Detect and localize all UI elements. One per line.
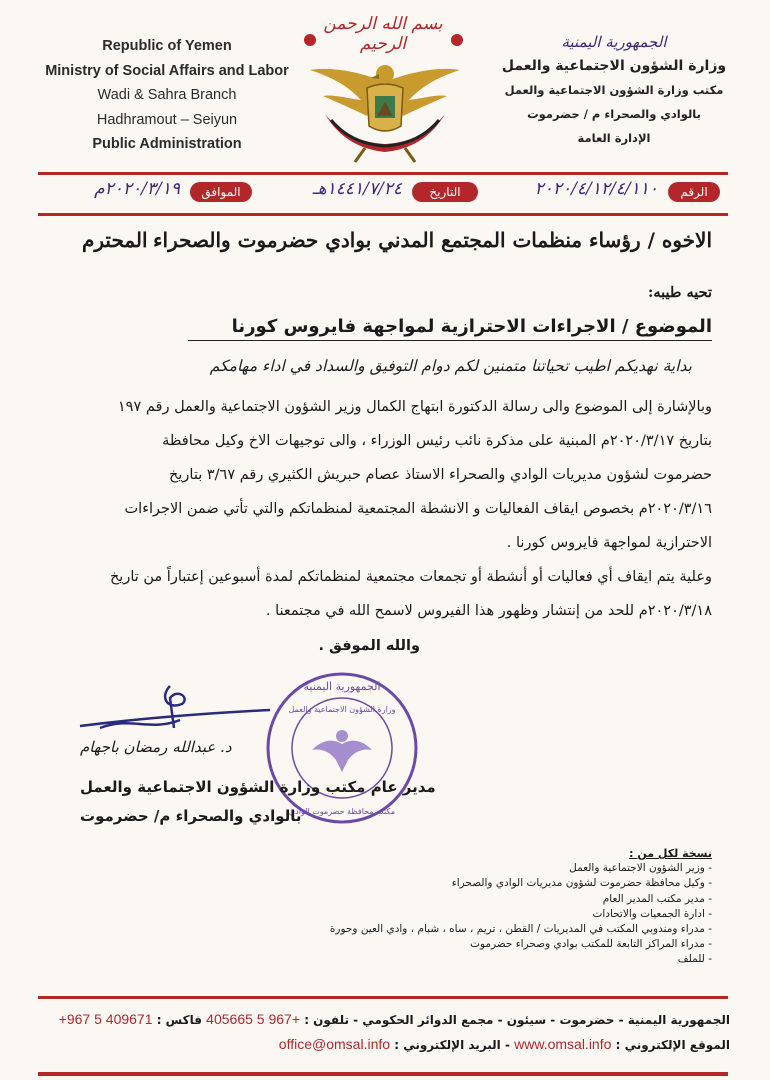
stamp-text-bottom: مكتب محافظة حضرموت الوادي [288, 807, 396, 816]
en-department: Public Administration [92, 136, 242, 152]
cc-item: - مدراء المراكز التابعة للمكتب بوادي وصحراء حضرموت [470, 938, 712, 951]
footer-contact-line [59, 1011, 730, 1027]
subject-line: الموضوع / الاجراءات الاحترازية لمواجهة فايروس كورنا [231, 316, 712, 337]
en-ministry: Ministry of Social Affairs and Labor [45, 62, 289, 79]
stamp-text-inner: وزارة الشؤون الاجتماعية والعمل [288, 705, 396, 714]
cc-item: - وكيل محافظة حضرموت لشؤون مديريات الوادي والصحراء [451, 877, 712, 890]
reference-bar [38, 172, 728, 216]
corresponding-label: الموافق [190, 182, 252, 202]
ar-country: الجمهورية اليمنية [561, 33, 667, 51]
number-value: ٢٠٢٠/٤/١٢/٤/١١٠ [534, 179, 658, 199]
cc-heading: نسخة لكل من : [629, 847, 712, 860]
signatory-title: مدير عام مكتب وزارة الشؤون الاجتماعية والعمل [80, 778, 436, 796]
para1-line3: حضرموت لشؤون مديريات الوادي والصحراء الاستاذ عصام حبريش الكثيري رقم ٣/٦٧ بتاريخ [169, 467, 712, 483]
number-label: الرقم [668, 182, 720, 202]
greeting: تحيه طيبه: [647, 284, 712, 301]
date-label: التاريخ [412, 182, 478, 202]
para2-line1: وعلية يتم ايقاف أي فعاليات أو أنشطة أو تجمعات مجتمعية لمنظماتكم لمدة أسبوعين إعتباراً من تاريخ [109, 569, 712, 585]
addressee: الاخوه / رؤساء منظمات المجتمع المدني بوادي حضرموت والصحراء [153, 228, 712, 252]
footer-website-label: الموقع الإلكتروني : [615, 1038, 730, 1052]
footer-fax-label: فاكس : [156, 1013, 202, 1027]
footer-website-link[interactable]: www.omsal.info [514, 1036, 612, 1052]
para1-line5: الاحترازية لمواجهة فايروس كورنا . [506, 535, 712, 551]
en-branch: Wadi & Sahra Branch [97, 87, 237, 103]
english-letterhead [22, 34, 312, 157]
cc-item: - ادارة الجمعيات والاتحادات [592, 907, 712, 920]
stamp-text-top: الجمهورية اليمنية [303, 680, 381, 693]
cc-item: - وزير الشؤون الاجتماعية والعمل [569, 862, 712, 875]
ar-ministry: وزارة الشؤون الاجتماعية والعمل [501, 58, 727, 74]
footer-address: الجمهورية اليمنية - حضرموت - سيئون - مجمع الدوائر الحكومي - تلفون : [304, 1013, 730, 1027]
cc-list [292, 846, 712, 968]
signatory-name: د. عبدالله رمضان باجهام [80, 738, 232, 756]
yemen-eagle-emblem-icon [305, 44, 465, 164]
para1-line4: ٢٠٢٠/٣/١٦م بخصوص ايقاف الفعاليات و الانشطة المجتمعية لمنظماتكم والتي تأتي ضمن الاجراءات [124, 501, 712, 517]
basmala: بسم الله الرحمن الرحيم [323, 14, 443, 54]
en-country: Republic of Yemen [102, 38, 232, 54]
para2-line2: ٢٠٢٠/٣/١٨م للحد من إنتشار وظهور هذا الفيروس لاسمح الله في مجتمعنا . [265, 603, 712, 619]
cc-item: - للملف [677, 953, 712, 966]
footer-bottom-rule [38, 1072, 728, 1076]
addressee-honorific: المحترم [82, 228, 148, 252]
date-value: ١٤٤١/٧/٢٤هـ [312, 179, 402, 199]
footer-top-rule [38, 996, 728, 999]
para1-line1: وبالإشارة إلى الموضوع والى رسالة الدكتورة ابتهاج الكمال وزير الشؤون الاجتماعية والعمل رقم ١٩٧ [117, 399, 712, 415]
opening-line: بداية نهديكم اطيب تحياتنا متمنين لكم دوام التوفيق والسداد في اداء مهامكم [209, 357, 692, 375]
footer-email-label: - البريد الإلكتروني : [394, 1038, 510, 1052]
cc-item: - مدراء ومندوبي المكتب في المديريات / القطن ، تريم ، ساه ، شبام ، وادي العين وحورة [329, 923, 712, 936]
cc-item: - مدير مكتب المدير العام [602, 892, 712, 905]
ar-office: مكتب وزارة الشؤون الاجتماعية والعمل [504, 83, 724, 97]
handwritten-signature-icon [70, 676, 280, 746]
subject-underline [188, 340, 712, 341]
para1-line2: بتاريخ ٢٠٢٠/٣/١٧م المبنية على مذكرة نائب رئيس الوزراء ، والى توجيهات الاخ وكيل محافظة [162, 433, 712, 449]
en-location: Hadhramout – Seiyun [96, 111, 238, 128]
footer-phone: 405665 5 967+ [206, 1011, 300, 1027]
footer-email-link[interactable]: office@omsal.info [278, 1036, 391, 1052]
ar-branch: بالوادي والصحراء م / حضرموت [527, 107, 701, 121]
closing: والله الموفق . [318, 638, 420, 654]
corresponding-value: ٢٠٢٠/٣/١٩م [94, 179, 180, 199]
signatory-branch: بالوادي والصحراء م/ حضرموت [80, 807, 302, 825]
footer-fax: +967 5 409671 [58, 1011, 153, 1027]
footer-web-line [279, 1036, 730, 1052]
ar-department: الإدارة العامة [577, 131, 651, 145]
official-stamp-icon [262, 668, 422, 828]
arabic-letterhead [484, 30, 744, 150]
